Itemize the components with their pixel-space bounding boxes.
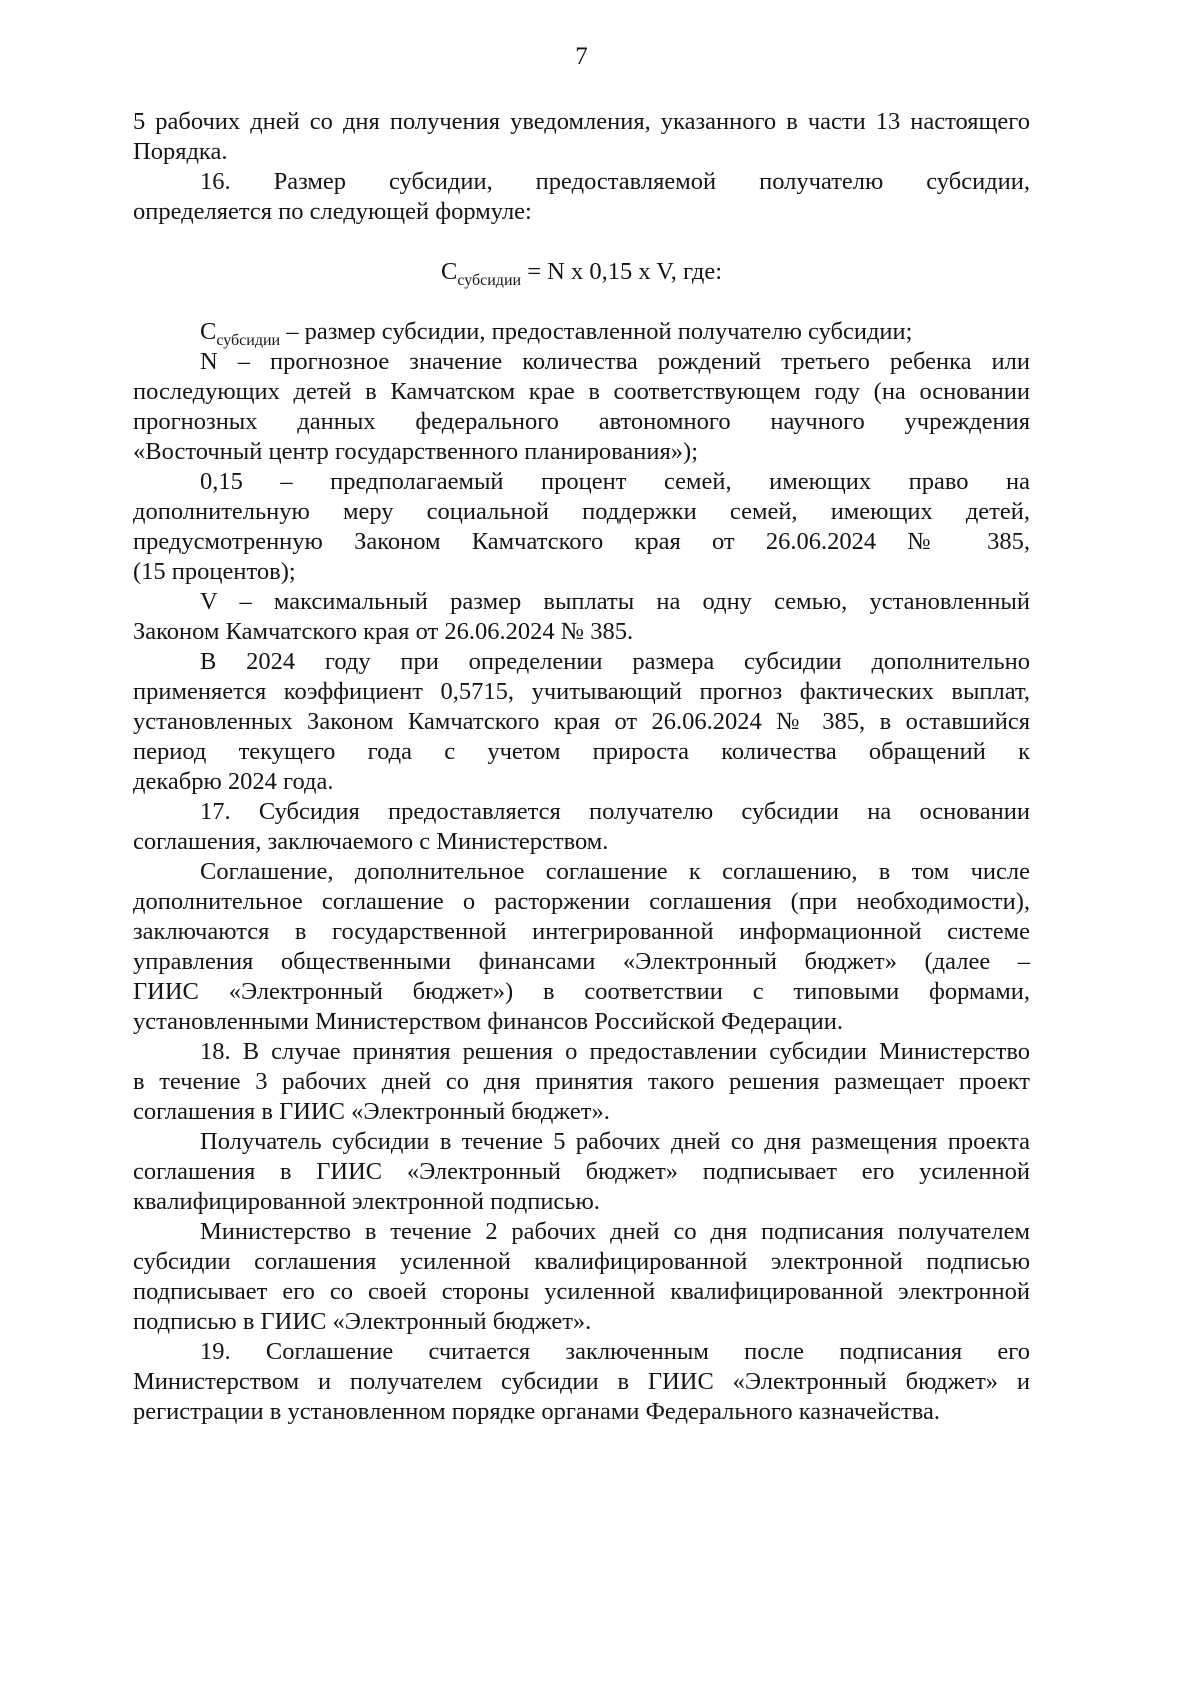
paragraph bbox=[133, 647, 1030, 797]
text-line: квалифицированной электронной подписью. bbox=[133, 1188, 600, 1215]
text-line: ГИИС «Электронный бюджет») в соответствии с типовыми формами, bbox=[133, 978, 1030, 1005]
text-line: прогнозных данных федерального автономного научного учреждения bbox=[133, 408, 1030, 435]
text-line: Министерством и получателем субсидии в ГИИС «Электронный бюджет» и bbox=[133, 1368, 1030, 1395]
text-line: (15 процентов); bbox=[133, 558, 296, 585]
text-line: В 2024 году при определении размера субсидии дополнительно bbox=[200, 648, 1030, 675]
formula-subscript: субсидии bbox=[457, 272, 522, 289]
definition-symbol: С bbox=[200, 318, 217, 345]
paragraph-group bbox=[133, 347, 1030, 1427]
formula-expression: = N x 0,15 x V, где: bbox=[521, 258, 723, 285]
text-line: субсидии соглашения усиленной квалифицированной электронной подписью bbox=[133, 1248, 1030, 1275]
text-line: Получатель субсидии в течение 5 рабочих дней со дня размещения проекта bbox=[200, 1128, 1030, 1155]
text-line: в течение 3 рабочих дней со дня принятия такого решения размещает проект bbox=[133, 1068, 1030, 1095]
text-line: Законом Камчатского края от 26.06.2024 № 385. bbox=[133, 618, 634, 645]
text-line: дополнительное соглашение о расторжении соглашения (при необходимости), bbox=[133, 888, 1030, 915]
text-line: V – максимальный размер выплаты на одну семью, установленный bbox=[200, 588, 1030, 615]
paragraph bbox=[133, 587, 1030, 647]
paragraph bbox=[133, 1127, 1030, 1217]
formula-symbol: С bbox=[440, 258, 458, 285]
subsidy-formula bbox=[133, 257, 1030, 287]
paragraph bbox=[133, 167, 1030, 227]
text-line: подписью в ГИИС «Электронный бюджет». bbox=[133, 1308, 592, 1335]
text-line: 17. Субсидия предоставляется получателю субсидии на основании bbox=[200, 798, 1030, 825]
text-line: соглашения в ГИИС «Электронный бюджет» подписывает его усиленной bbox=[133, 1158, 1030, 1185]
text-line: 19. Соглашение считается заключенным после подписания его bbox=[200, 1338, 1030, 1365]
document-body bbox=[133, 107, 1030, 1427]
text-line: заключаются в государственной интегрированной информационной системе bbox=[133, 918, 1030, 945]
text-line: Порядка. bbox=[133, 138, 228, 165]
paragraph bbox=[133, 797, 1030, 857]
text-line: 18. В случае принятия решения о предоставлении субсидии Министерство bbox=[200, 1038, 1030, 1065]
text-line: соглашения в ГИИС «Электронный бюджет». bbox=[133, 1098, 610, 1125]
paragraph bbox=[133, 857, 1030, 1037]
text-line: определяется по следующей формуле: bbox=[133, 198, 532, 225]
page-number: 7 bbox=[575, 43, 588, 70]
text-line: установленными Министерством финансов Российской Федерации. bbox=[133, 1008, 843, 1035]
text-line: 5 рабочих дней со дня получения уведомления, указанного в части 13 настоящего bbox=[133, 108, 1030, 135]
continued-paragraph bbox=[133, 107, 1030, 167]
paragraph-group bbox=[133, 167, 1030, 227]
text-line: Соглашение, дополнительное соглашение к соглашению, в том числе bbox=[200, 858, 1030, 885]
text-line: N – прогнозное значение количества рождений третьего ребенка или bbox=[200, 348, 1030, 375]
text-line: предусмотренную Законом Камчатского края от 26.06.2024 № 385, bbox=[133, 528, 1030, 555]
text-line: подписывает его со своей стороны усиленной квалифицированной электронной bbox=[133, 1278, 1030, 1305]
paragraph bbox=[133, 1337, 1030, 1427]
paragraph bbox=[133, 1217, 1030, 1337]
text-line: «Восточный центр государственного планирования»); bbox=[133, 438, 699, 465]
text-line: управления общественными финансами «Электронный бюджет» (далее – bbox=[133, 948, 1030, 975]
text-line: регистрации в установленном порядке органами Федерального казначейства. bbox=[133, 1398, 940, 1425]
text-line: последующих детей в Камчатском крае в соответствующем году (на основании bbox=[133, 378, 1030, 405]
text-line: Министерство в течение 2 рабочих дней со дня подписания получателем bbox=[200, 1218, 1030, 1245]
paragraph bbox=[133, 1037, 1030, 1127]
paragraph bbox=[133, 347, 1030, 467]
definition-c bbox=[133, 317, 1030, 347]
text-line: применяется коэффициент 0,5715, учитывающий прогноз фактических выплат, bbox=[133, 678, 1030, 705]
text-line: декабрю 2024 года. bbox=[133, 768, 334, 795]
text-line: соглашения, заключаемого с Министерством. bbox=[133, 828, 609, 855]
text-line: установленных Законом Камчатского края от 26.06.2024 № 385, в оставшийся bbox=[133, 708, 1030, 735]
definition-subscript: субсидии bbox=[216, 332, 281, 349]
paragraph bbox=[133, 467, 1030, 587]
text-line: период текущего года с учетом прироста количества обращений к bbox=[133, 738, 1030, 765]
text-line: 16. Размер субсидии, предоставляемой получателю субсидии, bbox=[200, 168, 1030, 195]
definition-text: – размер субсидии, предоставленной получателю субсидии; bbox=[280, 318, 913, 345]
text-line: дополнительную меру социальной поддержки семей, имеющих детей, bbox=[133, 498, 1030, 525]
text-line: 0,15 – предполагаемый процент семей, имеющих право на bbox=[200, 468, 1030, 495]
